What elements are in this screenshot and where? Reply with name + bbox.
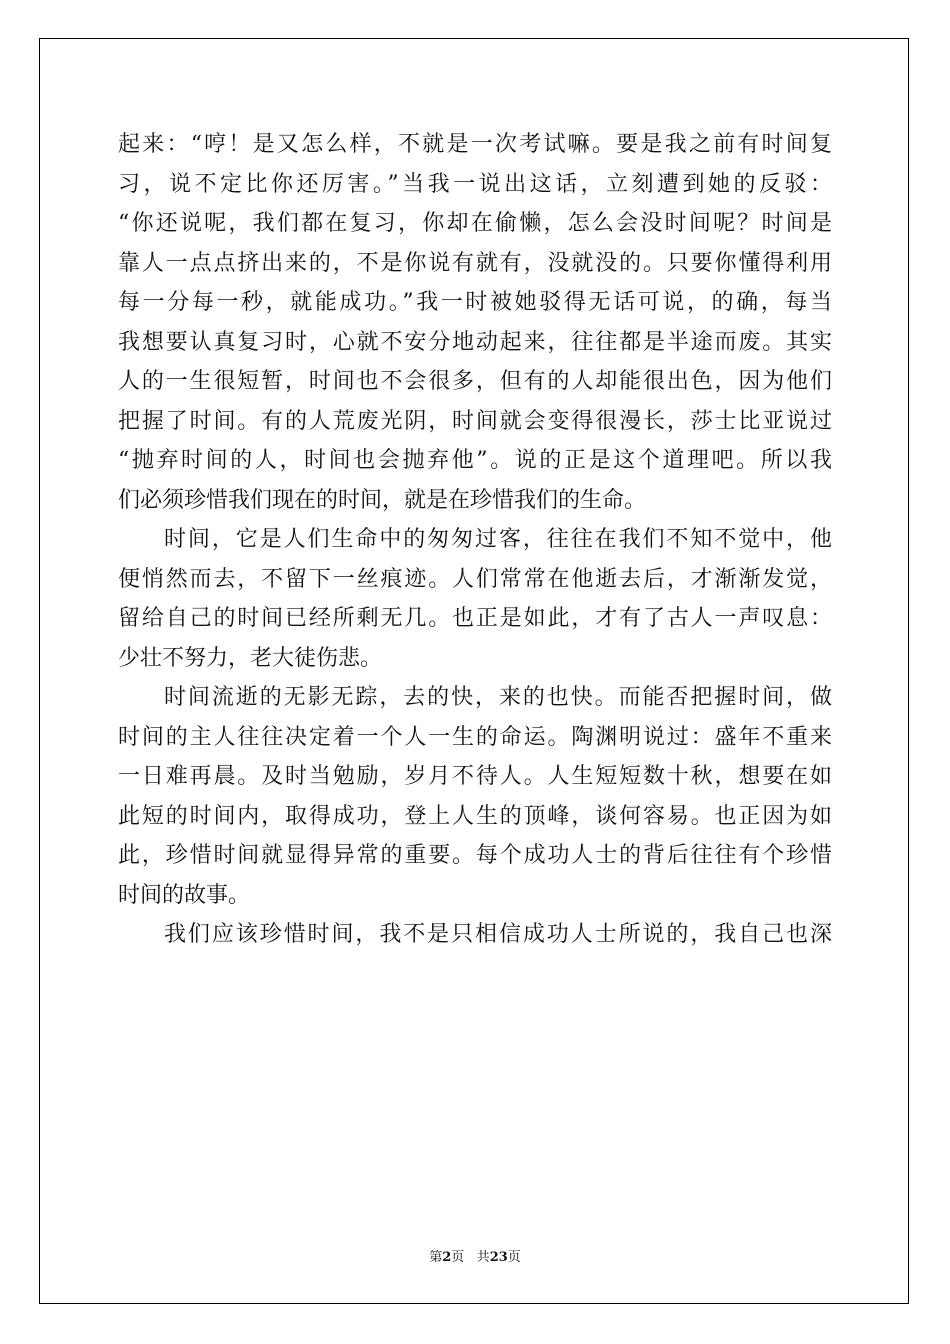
text-line: 一日难再晨。及时当勉励，岁月不待人。人生短短数十秋，想要在如 [118, 764, 832, 789]
text-line: 我想要认真复习时，心就不安分地动起来，往往都是半途而废。其实 [118, 329, 832, 355]
text-line: 每一分每一秒，就能成功。”我一时被她驳得无话可说，的确，每当 [118, 290, 832, 315]
text-line: 此，珍惜时间就显得异常的重要。每个成功人士的背后往往有个珍惜 [118, 843, 832, 868]
text-line: 时间的故事。 [118, 882, 251, 908]
current-page-number: 2 [442, 1250, 452, 1265]
page-footer [0, 1246, 950, 1265]
text-line: 我们应该珍惜时间，我不是只相信成功人士所说的，我自己也深 [164, 922, 832, 947]
text-line: “你还说呢，我们都在复习，你却在偷懒，怎么会没时间呢？时间是 [118, 211, 832, 236]
text-line: 少壮不努力，老大徒伤悲。 [118, 645, 383, 671]
footer-prefix: 第 [429, 1250, 443, 1265]
footer-total-suffix: 页 [507, 1250, 521, 1265]
text-line: 起来：“哼！是又怎么样，不就是一次考试嘛。要是我之前有时间复 [118, 132, 832, 157]
text-line: 便悄然而去，不留下一丝痕迹。人们常常在他逝去后，才渐渐发觉， [118, 566, 832, 592]
text-line: 时间流逝的无影无踪，去的快，来的也快。而能否把握时间，做 [164, 685, 832, 710]
text-line: “抛弃时间的人，时间也会抛弃他”。说的正是这个道理吧。所以我 [118, 448, 832, 473]
text-line: 习，说不定比你还厉害。”当我一说出这话，立刻遭到她的反驳： [118, 171, 832, 197]
document-body [118, 125, 832, 955]
text-line: 时间的主人往往决定着一个人一生的命运。陶渊明说过：盛年不重来 [118, 724, 832, 750]
text-line: 把握了时间。有的人荒废光阴，时间就会变得很漫长，莎士比亚说过 [118, 408, 832, 434]
text-line: 靠人一点点挤出来的，不是你说有就有，没就没的。只要你懂得利用 [118, 250, 832, 276]
text-line: 人的一生很短暂，时间也不会很多，但有的人却能很出色，因为他们 [118, 369, 832, 394]
footer-total-prefix: 共 [476, 1250, 490, 1265]
text-line: 时间，它是人们生命中的匆匆过客，往往在我们不知不觉中，他 [164, 527, 832, 552]
text-line: 们必须珍惜我们现在的时间，就是在珍惜我们的生命。 [118, 487, 647, 513]
footer-page-suffix: 页 [451, 1250, 465, 1265]
text-line: 此短的时间内，取得成功，登上人生的顶峰，谈何容易。也正因为如 [118, 803, 832, 829]
text-line: 留给自己的时间已经所剩无几。也正是如此，才有了古人一声叹息： [118, 606, 832, 631]
total-page-count: 23 [489, 1250, 508, 1265]
